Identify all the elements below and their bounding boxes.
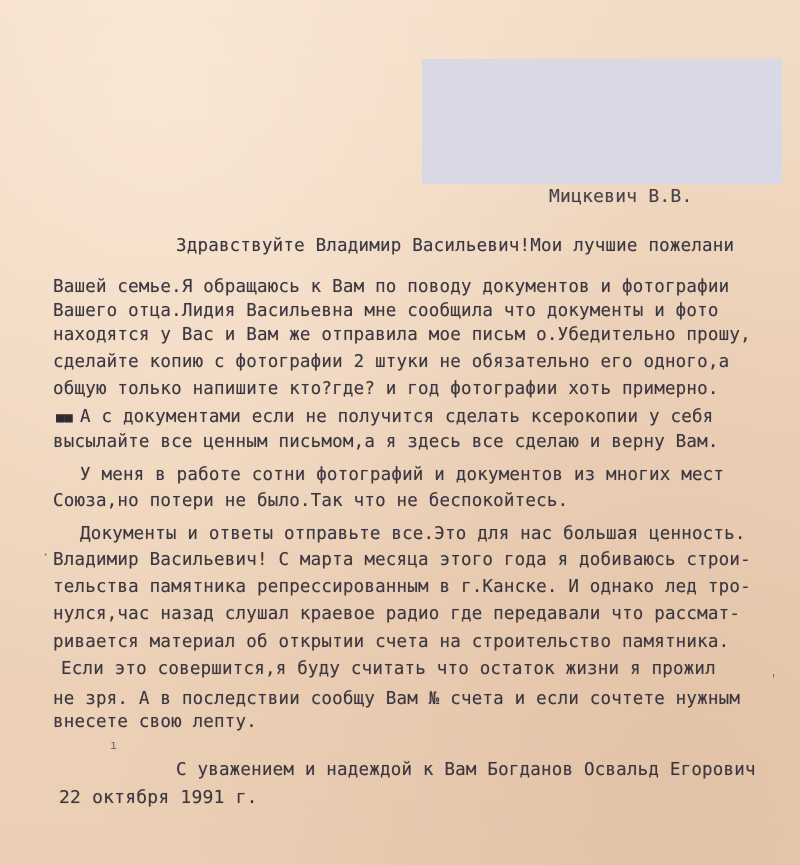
body-line: внесете свою лепту. [53,712,257,732]
body-line: Владимир Васильевич! С марта месяца этого года я добиваюсь строи- [53,550,751,570]
struck-out-mark: ■■ [56,410,73,426]
body-line: сделайте копию с фотографии 2 штуки не обязательно его одного,а [53,352,730,372]
body-line: Вашего отца.Лидия Васильевна мне сообщила что документы и фото [53,301,719,321]
body-line: У меня в работе сотни фотографий и документов из многих мест [80,465,725,485]
margin-tick: ' [770,672,778,686]
body-line: нулся,час назад слушал краевое радио где передавали что рассмат- [53,604,741,624]
body-line: Вашей семье.Я обращаюсь к Вам по поводу документов и фотографии [53,277,730,297]
greeting-line: Здравствуйте Владимир Васильевич!Мои лучшие пожелани [176,236,735,256]
body-line: Если это совершится,я буду считать что остаток жизни я прожил [61,659,716,679]
closing-signature-line: С уважением и надеждой к Вам Богданов Освальд Егорович [176,760,756,780]
body-line: находятся у Вас и Вам же отправила мое письм о.Убедительно прошу, [53,325,751,345]
margin-tick: ı [110,738,118,752]
body-line: Документы и ответы отправьте все.Это для нас большая ценность. [80,524,746,544]
letter-date: 22 октября 1991 г. [59,787,258,808]
body-line: ривается материал об открытии счета на строительство памятника. [53,632,730,652]
body-line: не зря. А в последствии сообщу Вам № счета и если сочтете нужным [53,689,741,709]
body-line: высылайте все ценным письмом,а я здесь все сделаю и верну Вам. [53,432,719,452]
redaction-box [422,59,782,184]
body-line: А с документами если не получится сделать ксерокопии у себя [80,407,714,427]
body-line: тельства памятника репрессированным в г.Канске. И однако лед тро- [53,577,751,597]
body-line: Союза,но потери не было.Так что не беспокойтесь. [53,491,569,511]
body-line: общую только напишите кто?где? и год фотографии хоть примерно. [53,379,719,399]
margin-dot: · [42,548,50,562]
addressee: Мицкевич В.В. [549,186,693,207]
